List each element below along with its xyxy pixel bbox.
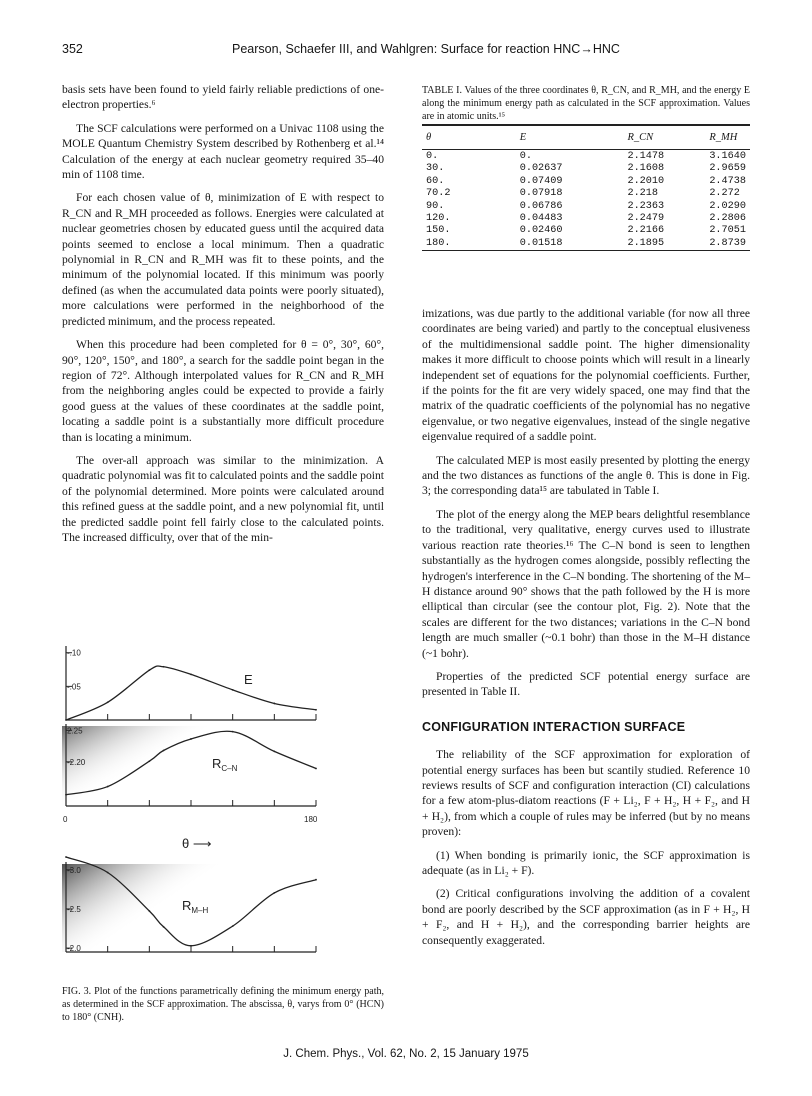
data-point — [315, 709, 317, 711]
table-cell: 70.2 — [426, 188, 451, 200]
right-column — [422, 306, 750, 956]
y-tick-label: -2.20 — [67, 757, 86, 767]
data-point — [65, 719, 67, 721]
data-point — [315, 879, 317, 881]
data-point — [232, 925, 234, 927]
data-point — [273, 750, 275, 752]
table-row — [422, 175, 750, 187]
series-label: $R_{M-H}$ — [182, 898, 209, 915]
left-column — [62, 82, 384, 553]
table-cell: 2.8739 — [709, 237, 746, 249]
series-label: E — [244, 672, 253, 687]
x-min-label: 0 — [63, 815, 68, 824]
figure-3 — [54, 640, 394, 985]
table-cell: 2.0290 — [709, 200, 746, 212]
data-point — [232, 689, 234, 691]
table-cell: 2.2363 — [627, 200, 665, 212]
y-tick-label: 2.25 — [67, 726, 83, 736]
table-cell: 2.1895 — [627, 237, 665, 249]
table-caption: TABLE I. Values of the three coordinates θ, R_CN, and R_MH, and the energy E along the minimum energy path as calculated in the SCF approximation. Values are in atomic units.¹⁵ — [422, 85, 750, 122]
column-header: R_CN — [627, 131, 654, 143]
table-row — [422, 200, 750, 212]
column-header: E — [519, 131, 527, 143]
running-title: Pearson, Schaefer III, and Wahlgren: Surface for reaction HNC→HNC — [232, 42, 620, 56]
paragraph: basis sets have been found to yield fairly reliable predictions of one-electron properties.⁶ — [62, 83, 384, 112]
table-cell: 0. — [519, 151, 532, 163]
data-point — [163, 666, 165, 668]
table-cell: 180. — [426, 237, 451, 249]
table-cell: 3.1640 — [709, 151, 746, 163]
table-cell: 2.7051 — [709, 225, 746, 237]
data-point — [148, 669, 150, 671]
data-point — [65, 856, 67, 858]
journal-footer: J. Chem. Phys., Vol. 62, No. 2, 15 January 1975 — [283, 1048, 529, 1060]
paragraph: For each chosen value of θ, minimization of E with respect to R_CN and R_MH proceeded as follows. Energies were calculated at nuclear geometries chosen by educated guess until the acquired data points seemed to enclose a local minimum. Then a quadratic polynomial in R_CN and R_MH was fit to these points, and the minimum of the polynomial located. If this minimum was poorly defined (as when the accumulated data points were poorly situated), more calculations were performed in the neighborhood of the predicted minimum, and the process repeated. — [62, 191, 384, 328]
data-point — [163, 926, 165, 928]
table-row — [422, 150, 750, 163]
table-cell: 2.272 — [709, 188, 740, 200]
table-cell: 120. — [426, 213, 451, 225]
table-cell: 150. — [426, 225, 451, 237]
table-cell: 0.02460 — [519, 225, 563, 237]
table-row — [422, 163, 750, 175]
table-row — [422, 225, 750, 237]
table-cell: 0.02637 — [519, 163, 563, 175]
paragraph: imizations, was due partly to the additional variable (for now all three coordinates are being varied) and partly to the conceptual elusiveness of the multidimensional saddle point. The higher dimensionality makes it more difficult to choose points which will result in a linearly independent set of equations for the polynomial coefficients. Further, if the points for the fit are very widely spaced, one may find that the matrix of the quadratic coefficients of the polynomial has no negative eigenvalue, or two negative eigenvalues, instead of the single negative eigenvalue required of a saddle point. — [422, 307, 750, 444]
data-point — [107, 701, 109, 703]
y-tick-label: -2.0 — [67, 944, 81, 954]
table-row — [422, 188, 750, 200]
data-point — [315, 768, 317, 770]
table-cell: 2.2166 — [627, 225, 665, 237]
data-point — [148, 760, 150, 762]
paragraph: When this procedure had been completed for θ = 0°, 30°, 60°, 90°, 120°, 150°, and 180°, a search for the saddle point began in the region of 72°. Although interpolated values for R_CN and R_MH from the neighboring angles could be expected to provide a fairly good guess at the values of these coordinates at the saddle point, locating a saddle point is a substantially more difficult procedure than is locating a minimum. — [62, 338, 384, 444]
data-point — [163, 750, 165, 752]
table-cell: 2.218 — [627, 188, 659, 200]
x-max-label: 180 — [304, 815, 318, 824]
y-tick-label: -2.5 — [67, 904, 81, 914]
table-rule-top — [422, 124, 750, 126]
table-row — [422, 237, 750, 250]
data-point — [273, 892, 275, 894]
table-cell: 2.9659 — [709, 163, 746, 175]
column-header: θ — [426, 131, 432, 143]
table-cell: 60. — [426, 175, 445, 187]
table-row — [422, 212, 750, 224]
paragraph: (2) Critical configurations involving the addition of a covalent bond are poorly described by the SCF approximation (as in F + H₂, H + F₂, and H + H₂), and the corresponding barrier heights are consequently exaggerated. — [422, 887, 750, 947]
page-number: 352 — [62, 42, 83, 56]
table-cell: 0.07918 — [519, 188, 563, 200]
paragraph: The plot of the energy along the MEP bears delightful resemblance to the traditional, very qualitative, energy curves used to illustrate various reaction rate theories.¹⁶ The C–N bond is seen to lengthen substantially as the hydrogen comes alongside, possibly reflecting the hydrogen's interference in the C–N bonding. The shortening of the M–H distance around 90° shows that the path followed by the H is more elliptical than circular (see the contour plot, Fig. 2). Note that the scales are different for the two distances; variations in the C–N bond length are much smaller (~0.1 bohr) than those in the M–H distance (~1 bohr). — [422, 507, 750, 660]
paragraph: The over-all approach was similar to the minimization. A quadratic polynomial was fit to calculated points and the saddle point of the polynomial determined. More points were calculated around this refined guess at the saddle point, and a new polynomial fit, until the predicted saddle point fell fairly close to the calculated points. The increased difficulty, over that of the min- — [62, 453, 384, 544]
table-cell: 2.4738 — [709, 175, 746, 187]
table-cell: 30. — [426, 163, 445, 175]
data-point — [65, 794, 67, 796]
x-axis-label: θ ⟶ — [182, 836, 212, 851]
table-cell: 2.2479 — [627, 213, 665, 225]
table-cell: 0.01518 — [519, 237, 563, 249]
paragraph: The SCF calculations were performed on a Univac 1108 using the MOLE Quantum Chemistry System described by Rothenberg et al.¹⁴ Calculation of the energy at each nuclear geometry required 35–40 min of 1108 time. — [62, 121, 384, 182]
data-point — [107, 872, 109, 874]
column-header: R_MH — [709, 131, 738, 143]
figure-caption: FIG. 3. Plot of the functions parametrically defining the minimum energy path, as determined in the SCF approximation. The abscissa, θ, varys from 0° (HCN) to 180° (CNH). — [62, 986, 384, 1023]
paragraph: (1) When bonding is primarily ionic, the SCF approximation is adequate (as in Li₂ + F). — [422, 848, 750, 877]
table-cell: 90. — [426, 200, 445, 212]
series-label: $R_{C-N}$ — [212, 756, 238, 773]
table-cell: 2.2010 — [627, 175, 665, 187]
section-heading: CONFIGURATION INTERACTION SURFACE — [422, 719, 686, 734]
y-tick-label: -3.0 — [67, 865, 81, 875]
table-cell: 0.06786 — [519, 200, 563, 212]
data-point — [190, 945, 192, 947]
paragraph: The reliability of the SCF approximation for exploration of potential energy surfaces has been but scantily studied. Reference 10 reviews results of SCF and configuration interaction (CI) calculations for a few atom-plus-diatom reactions (F + Li₂, F + H₂, H + F₂, and H + H₂), from which a couple of rules may be inferred (but by no means proven): — [422, 748, 750, 839]
data-point — [190, 738, 192, 740]
data-point — [190, 673, 192, 675]
data-point — [273, 703, 275, 705]
table-cell: 2.1608 — [627, 163, 665, 175]
y-tick-label: -.10 — [67, 648, 81, 658]
data-point — [107, 786, 109, 788]
table-cell: 0.07409 — [519, 175, 563, 187]
paragraph: The calculated MEP is most easily presented by plotting the energy and the two distances as functions of the angle θ. This is done in Fig. 3; the corresponding data¹⁵ are tabulated in Table I. — [422, 453, 750, 498]
y-tick-label: -.05 — [67, 682, 81, 692]
data-table — [422, 128, 750, 251]
data-point — [232, 731, 234, 733]
data-point — [148, 910, 150, 912]
table-cell: 0. — [426, 151, 439, 163]
table-header-row — [422, 128, 750, 150]
table-cell: 2.2806 — [709, 213, 746, 225]
table-body — [422, 150, 750, 250]
table-cell: 0.04483 — [519, 213, 563, 225]
paragraph: Properties of the predicted SCF potential energy surface are presented in Table II. — [422, 669, 750, 699]
table-cell: 2.1478 — [627, 151, 665, 163]
